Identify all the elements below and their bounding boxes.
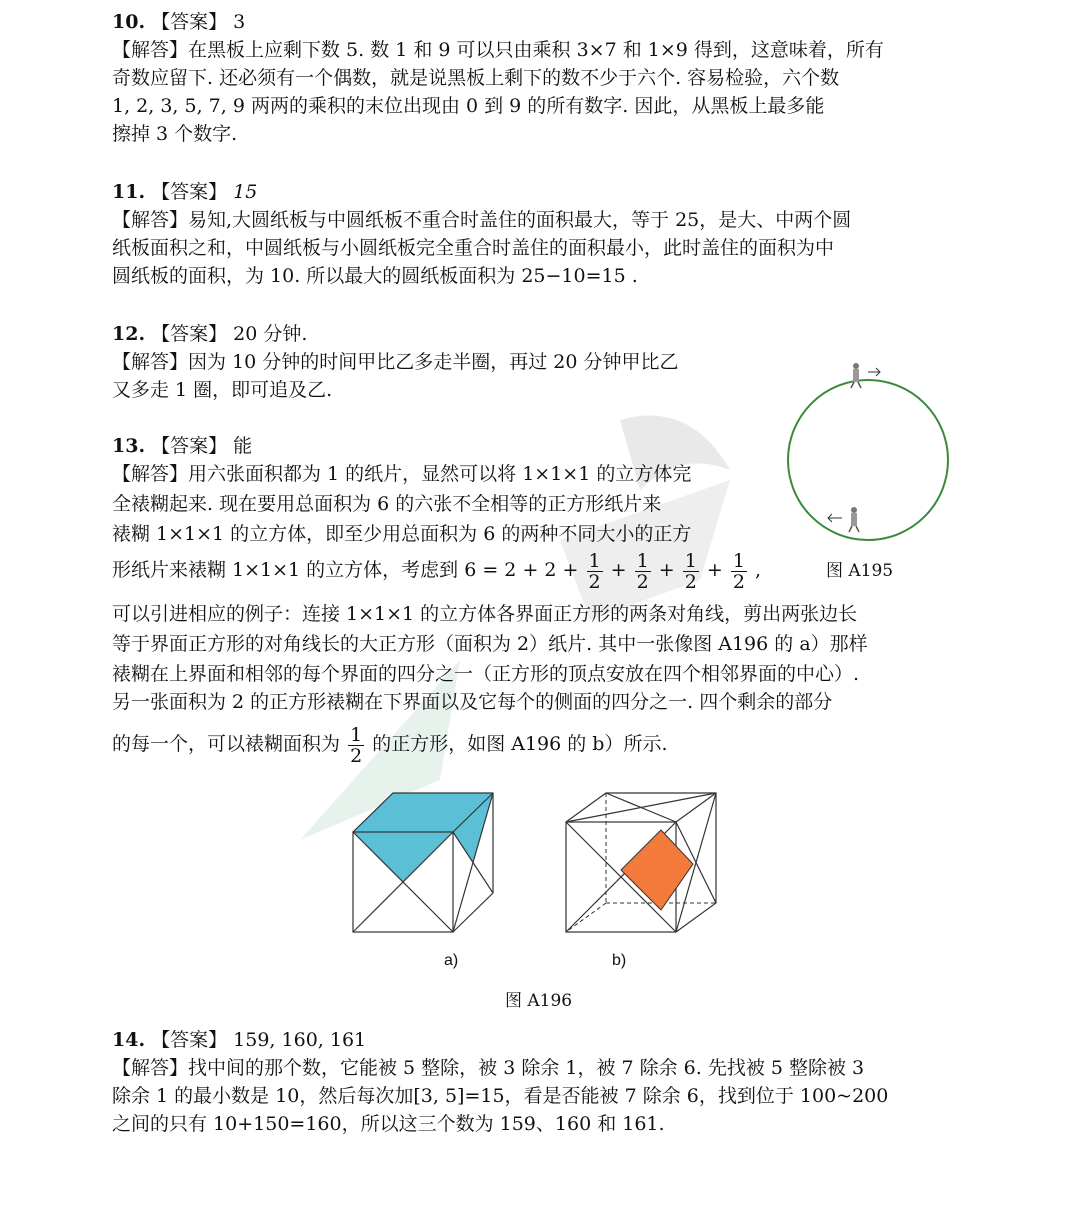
orange-square-fill (621, 830, 693, 910)
fraction-half-4: $\frac{1}{2}$ (732, 549, 745, 593)
q12-answer: 20 分钟. (233, 323, 308, 345)
q10-answer-tag: 【答案】 (151, 11, 228, 33)
q13-line-5: 可以引进相应的例子：连接 1×1×1 的立方体各界面正方形的两条对角线，剪出两张边长 (112, 603, 858, 625)
q11-line-2: 纸板面积之和，中圆纸板与小圆纸板完全重合时盖住的面积最小，此时盖住的面积为中 (112, 237, 835, 259)
figure-a196-b (563, 790, 723, 940)
q13-formula-prefix: 形纸片来裱糊 1×1×1 的立方体，考虑到 6 = 2 + 2 + (112, 559, 579, 581)
q12-number: 12. (112, 323, 146, 345)
q10-line-1: 【解答】在黑板上应剩下数 5. 数 1 和 9 可以只由乘积 3×7 和 1×9 得到，这意味着，所有 (112, 39, 884, 61)
q14-heading (112, 1026, 366, 1054)
q13-last-suffix: 的正方形，如图 A196 的 b）所示. (372, 733, 668, 755)
figure-a196-caption: 图 A196 (505, 991, 573, 1011)
q13-line-2: 全裱糊起来. 现在要用总面积为 6 的六张不全相等的正方形纸片来 (112, 493, 662, 515)
q11-number: 11. (112, 181, 146, 203)
q13-line-1: 【解答】用六张面积都为 1 的纸片，显然可以将 1×1×1 的立方体完 (112, 463, 692, 485)
figure-a196-label-b: b) (612, 952, 627, 969)
q11-heading (112, 178, 257, 206)
q10-line-3: 1, 2, 3, 5, 7, 9 两两的乘积的末位出现由 0 到 9 的所有数字. 因此，从黑板上最多能 (112, 95, 825, 117)
q11-answer-tag: 【答案】 (151, 181, 228, 203)
q14-line-2: 除余 1 的最小数是 10，然后每次加[3, 5]=15，看是否能被 7 除余 6，找到位于 100~200 (112, 1085, 889, 1107)
track-circle (788, 380, 948, 540)
q13-line-8: 另一张面积为 2 的正方形裱糊在下界面以及它每个的侧面的四分之一. 四个剩余的部分 (112, 691, 833, 713)
q12-answer-tag: 【答案】 (151, 323, 228, 345)
figure-a196-label-a: a) (444, 952, 459, 969)
q14-answer-tag: 【答案】 (151, 1029, 228, 1051)
q10-number: 10. (112, 11, 146, 33)
q13-answer: 能 (233, 435, 253, 457)
q11-line-3: 圆纸板的面积，为 10. 所以最大的圆纸板面积为 25−10=15 . (112, 265, 638, 287)
figure-a195-caption: 图 A195 (826, 561, 894, 581)
q13-number: 13. (112, 435, 146, 457)
q13-answer-tag: 【答案】 (151, 435, 228, 457)
q10-answer: 3 (233, 11, 246, 33)
fraction-half-1: $\frac{1}{2}$ (588, 549, 601, 593)
q11-line-1: 【解答】易知,大圆纸板与中圆纸板不重合时盖住的面积最大，等于 25，是大、中两个圆 (112, 209, 852, 231)
q10-line-2: 奇数应留下. 还必须有一个偶数，就是说黑板上剩下的数不少于六个. 容易检验，六个数 (112, 67, 840, 89)
front-quarter-fill (353, 832, 453, 882)
fraction-half-5: $\frac{1}{2}$ (350, 723, 363, 767)
q13-last-prefix: 的每一个，可以裱糊面积为 (112, 733, 341, 755)
q13-formula-line: 形纸片来裱糊 1×1×1 的立方体，考虑到 6 = 2 + 2 + $\frac{1}{2}$ + $\frac{1}{2}$ + $\frac{1}{2}$ + $\frac{1}{2}$ , (112, 549, 762, 593)
figure-a195 (780, 360, 970, 550)
q12-line-1: 【解答】因为 10 分钟的时间甲比乙多走半圈，再过 20 分钟甲比乙 (112, 351, 679, 373)
q14-line-1: 【解答】找中间的那个数，它能被 5 整除，被 3 除余 1，被 7 除余 6. 先找被 5 整除被 3 (112, 1057, 865, 1079)
figure-a196-a (350, 790, 510, 940)
fraction-half-3: $\frac{1}{2}$ (684, 549, 697, 593)
walker-bottom-icon (828, 507, 859, 532)
q12-heading (112, 320, 307, 348)
q14-line-3: 之间的只有 10+150=160，所以这三个数为 159、160 和 161. (112, 1113, 665, 1135)
q14-answer: 159, 160, 161 (233, 1029, 367, 1051)
q11-answer: 15 (233, 181, 258, 203)
q13-line-6: 等于界面正方形的对角线长的大正方形（面积为 2）纸片. 其中一张像图 A196 的 a）那样 (112, 633, 868, 655)
q10-heading (112, 8, 245, 36)
q13-line-3: 裱糊 1×1×1 的立方体，即至少用总面积为 6 的两种不同大小的正方 (112, 523, 692, 545)
q13-last-line (112, 722, 668, 766)
fraction-half-2: $\frac{1}{2}$ (636, 549, 649, 593)
q13-heading (112, 432, 252, 460)
q14-number: 14. (112, 1029, 146, 1051)
q12-line-2: 又多走 1 圈，即可追及乙. (112, 379, 333, 401)
walker-top-icon (851, 363, 880, 388)
q10-line-4: 擦掉 3 个数字. (112, 123, 238, 145)
q13-line-7: 裱糊在上界面和相邻的每个界面的四分之一（正方形的顶点安放在四个相邻界面的中心）. (112, 663, 860, 685)
